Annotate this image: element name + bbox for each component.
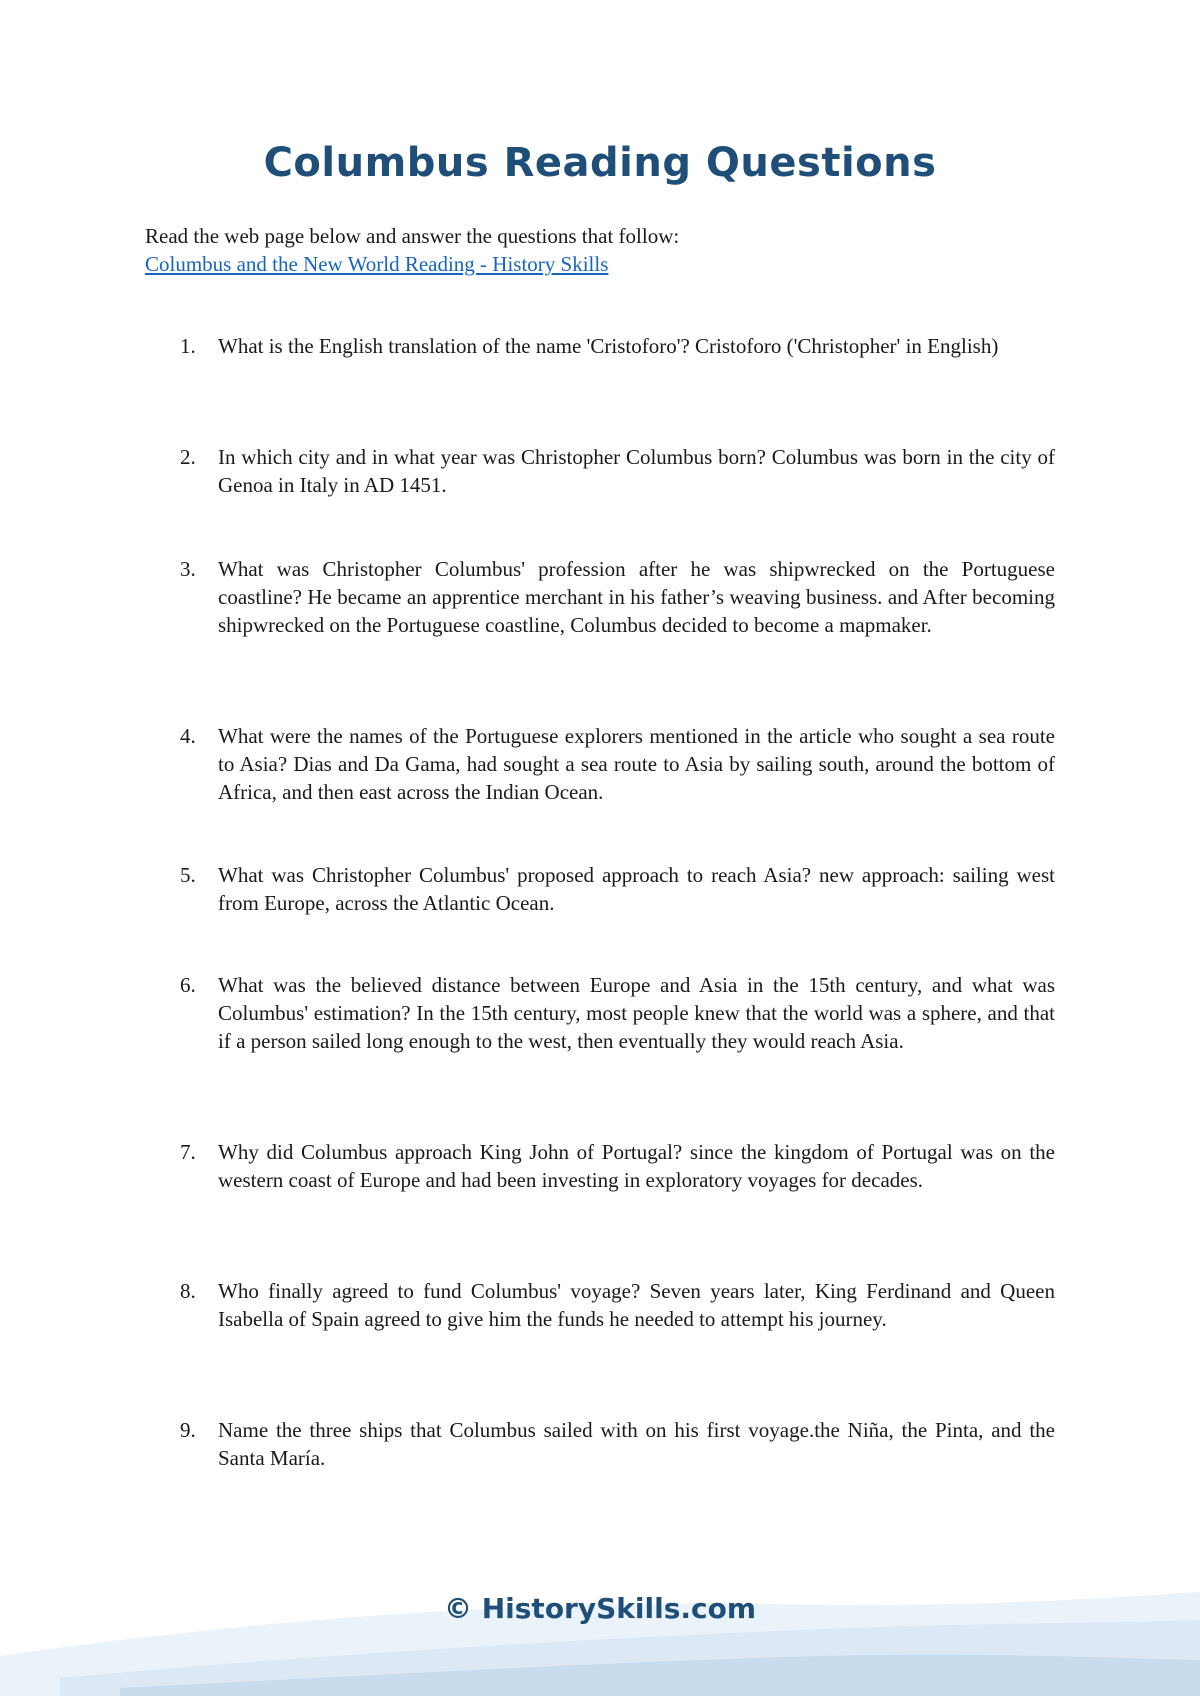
question-text: Who finally agreed to fund Columbus' voyage? Seven years later, King Ferdinand and Queen Isabella of Spain agreed to give him the funds he needed to attempt his journey.	[218, 1279, 1055, 1331]
question-number: 6.	[180, 973, 196, 997]
question-text: What was Christopher Columbus' proposed approach to reach Asia? new approach: sailing west from Europe, across the Atlantic Ocean.	[218, 863, 1055, 915]
question-text: What is the English translation of the name 'Cristoforo'? Cristoforo ('Christopher' in English)	[218, 334, 999, 358]
question-item	[180, 1138, 1055, 1194]
question-number: 7.	[180, 1140, 196, 1164]
question-number: 4.	[180, 724, 196, 748]
footer-wave-banner	[0, 1560, 1200, 1696]
question-item	[180, 1277, 1055, 1333]
page-title: Columbus Reading Questions	[263, 140, 937, 186]
question-item	[180, 555, 1055, 639]
question-text: Why did Columbus approach King John of Portugal? since the kingdom of Portugal was on the western coast of Europe and had been investing in exploratory voyages for decades.	[218, 1140, 1055, 1192]
reading-link[interactable]: Columbus and the New World Reading - History Skills	[145, 252, 609, 276]
question-number: 3.	[180, 557, 196, 581]
question-item	[180, 722, 1055, 806]
question-item	[180, 861, 1055, 917]
question-number: 5.	[180, 863, 196, 887]
question-text: In which city and in what year was Christopher Columbus born? Columbus was born in the city of Genoa in Italy in AD 1451.	[218, 445, 1055, 497]
wave-graphic	[0, 1560, 1200, 1696]
question-text: Name the three ships that Columbus sailed with on his first voyage.the Niña, the Pinta, and the Santa María.	[218, 1418, 1055, 1470]
question-text: What was Christopher Columbus' profession after he was shipwrecked on the Portuguese coastline? He became an apprentice merchant in his father’s weaving business. and After becoming shipwrecked on the Portuguese coastline, Columbus decided to become a mapmaker.	[218, 557, 1055, 637]
intro-section	[145, 222, 1065, 278]
question-item	[180, 443, 1055, 499]
question-item	[180, 1416, 1055, 1472]
question-number: 8.	[180, 1279, 196, 1303]
question-item	[180, 971, 1055, 1055]
question-text: What were the names of the Portuguese explorers mentioned in the article who sought a sea route to Asia? Dias and Da Gama, had sought a sea route to Asia by sailing south, around the bottom of Africa, and then east across the Indian Ocean.	[218, 724, 1055, 804]
question-number: 9.	[180, 1418, 196, 1442]
question-number: 1.	[180, 334, 196, 358]
footer-copyright: © HistorySkills.com	[443, 1592, 757, 1625]
question-item	[180, 332, 1055, 360]
instruction-text: Read the web page below and answer the questions that follow:	[145, 224, 680, 248]
question-text: What was the believed distance between Europe and Asia in the 15th century, and what was Columbus' estimation? In the 15th century, most people knew that the world was a sphere, and that if a person sailed long enough to the west, then eventually they would reach Asia.	[218, 973, 1055, 1053]
question-number: 2.	[180, 445, 196, 469]
